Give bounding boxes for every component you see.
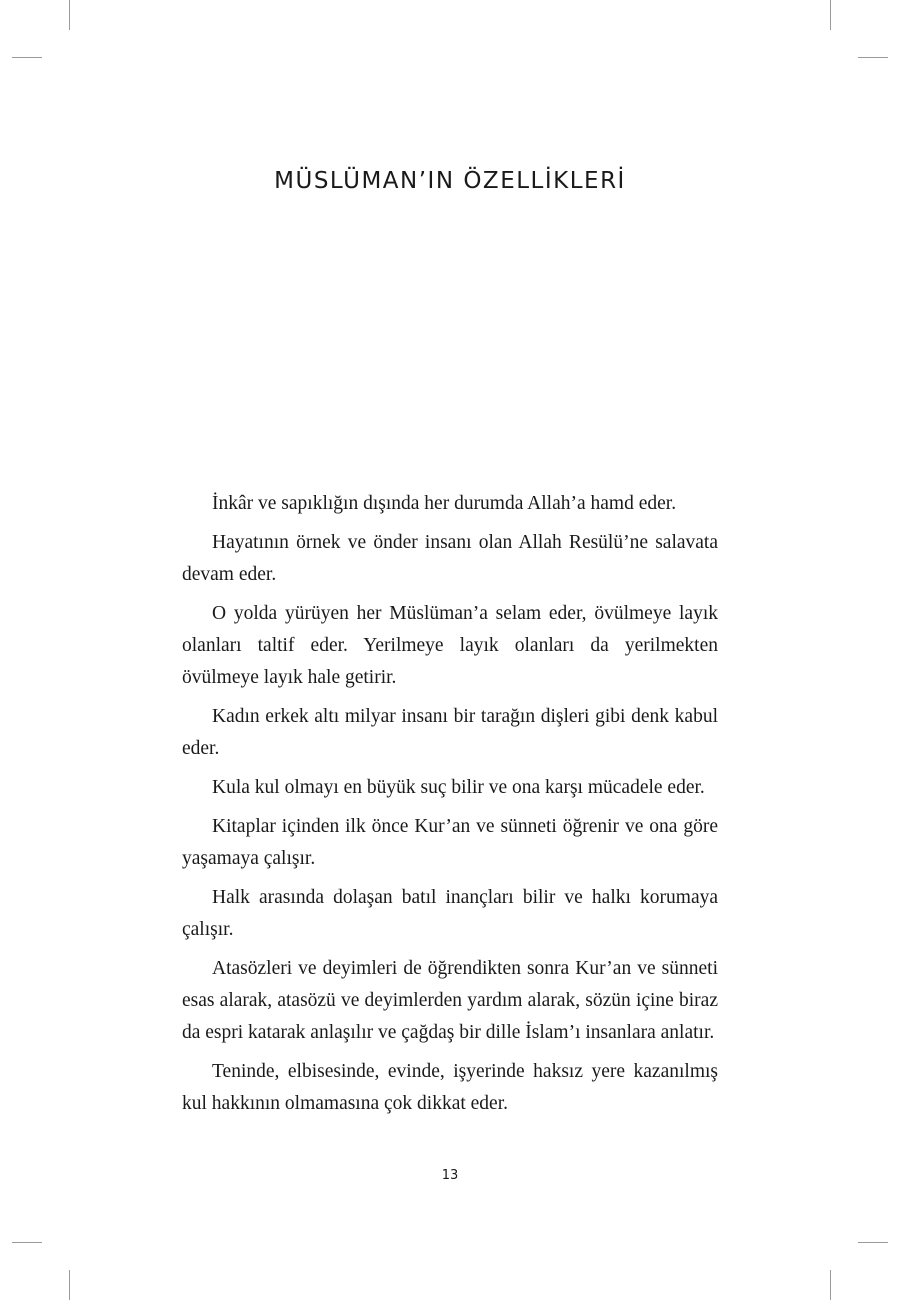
crop-mark-bottom-left xyxy=(69,1270,70,1300)
paragraph: İnkâr ve sapıklığın dışında her durumda Allah’a hamd eder. xyxy=(212,493,677,514)
paragraph: Atasözleri ve deyimleri de öğrendikten sonra Kur’an ve sünneti esas alarak, atasözü ve deyimlerden yardım alarak, sözün içine biraz da espri katarak anlaşılır ve çağdaş bir dille İslam’ı insanlara anlatır. xyxy=(182,958,718,1043)
paragraph: Halk arasında dolaşan batıl inançları bilir ve halkı korumaya çalışır. xyxy=(182,887,718,940)
body-text xyxy=(182,488,718,1127)
paragraph: O yolda yürüyen her Müslüman’a selam eder, övülmeye layık olanları taltif eder. Yerilmeye layık olanları da yerilmekten övülmeye layık hale getirir. xyxy=(182,603,718,688)
paragraph: Kula kul olmayı en büyük suç bilir ve ona karşı mücadele eder. xyxy=(212,777,705,798)
crop-mark-top-left xyxy=(69,0,70,30)
crop-mark-top-right xyxy=(830,0,831,30)
crop-mark-left-bottom xyxy=(12,1242,42,1243)
crop-mark-left-top xyxy=(12,57,42,58)
crop-mark-right-top xyxy=(858,57,888,58)
chapter-title: MÜSLÜMAN’IN ÖZELLİKLERİ xyxy=(274,168,626,194)
crop-mark-right-bottom xyxy=(858,1242,888,1243)
paragraph: Hayatının örnek ve önder insanı olan Allah Resülü’ne salavata devam eder. xyxy=(182,532,718,585)
paragraph: Kadın erkek altı milyar insanı bir tarağın dişleri gibi denk kabul eder. xyxy=(182,706,718,759)
paragraph: Kitaplar içinden ilk önce Kur’an ve sünneti öğrenir ve ona göre yaşamaya çalışır. xyxy=(182,816,718,869)
crop-mark-bottom-right xyxy=(830,1270,831,1300)
paragraph: Teninde, elbisesinde, evinde, işyerinde haksız yere kazanılmış kul hakkının olmamasına çok dikkat eder. xyxy=(182,1061,718,1114)
page-number: 13 xyxy=(441,1168,459,1183)
